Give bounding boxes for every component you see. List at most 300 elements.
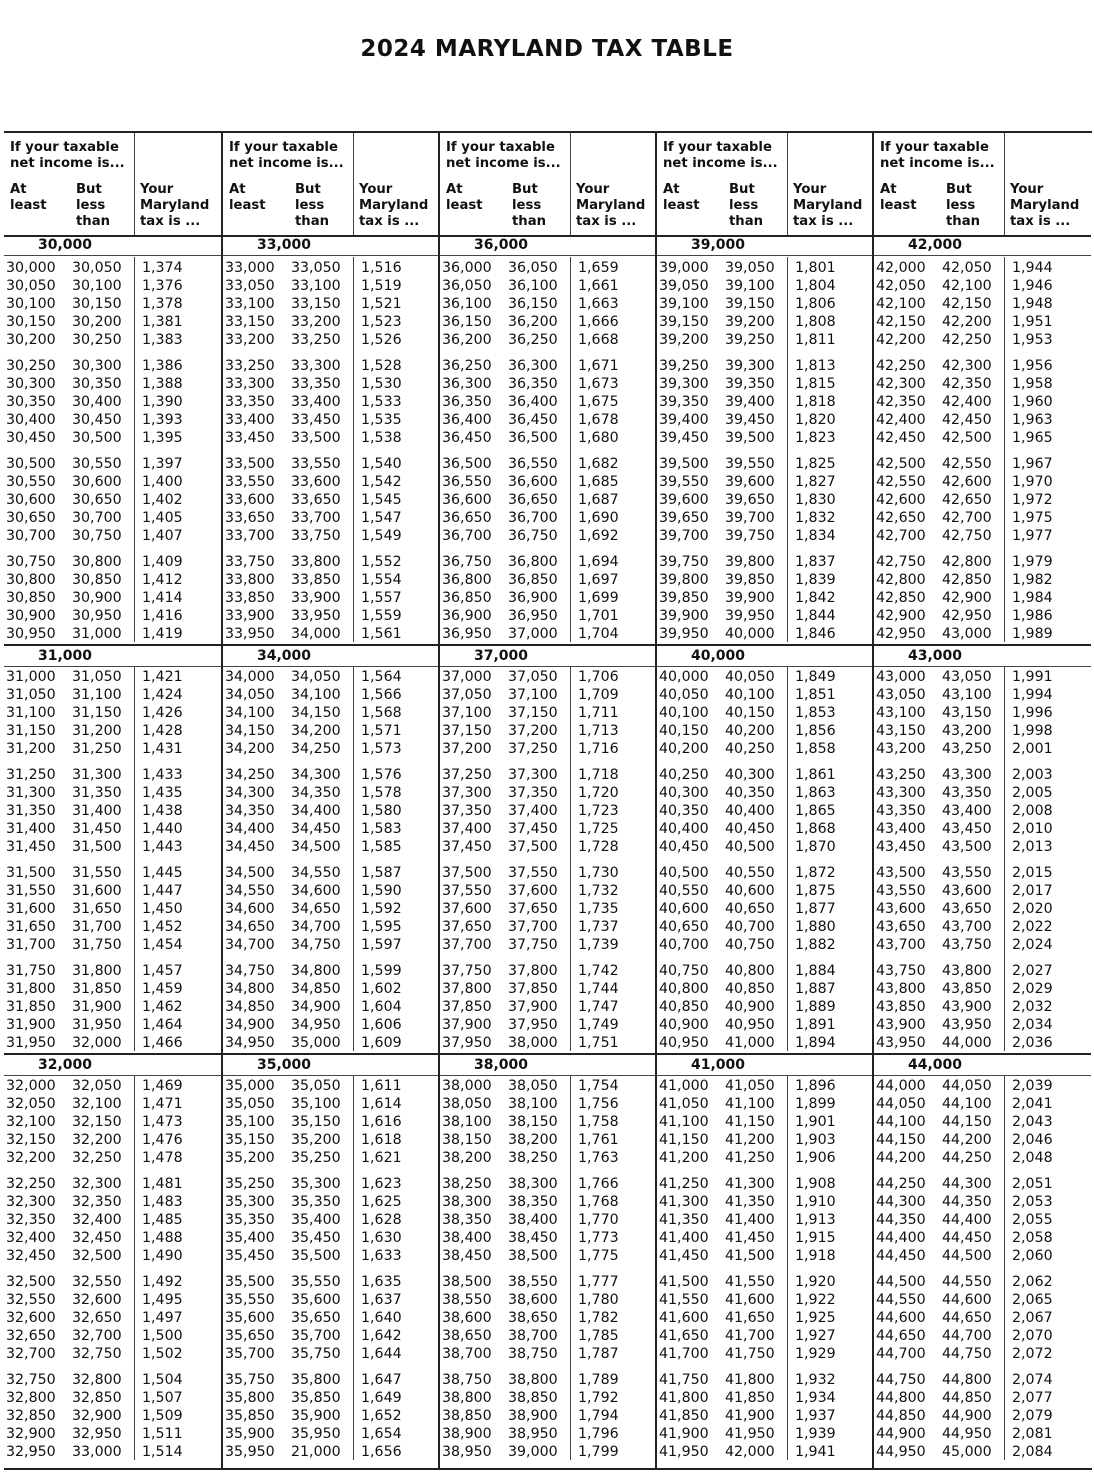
at-least-cell: 32,800: [6, 1390, 56, 1406]
but-less-than-cell: 35,050: [291, 1078, 341, 1094]
but-less-than-cell: 36,700: [508, 510, 558, 526]
but-less-than-cell: 34,700: [291, 919, 341, 935]
but-less-than-cell: 44,950: [942, 1426, 992, 1442]
table-row: [657, 1193, 874, 1211]
at-least-cell: 37,400: [442, 821, 492, 837]
but-less-than-cell: 44,300: [942, 1176, 992, 1192]
but-less-than-cell: 42,800: [942, 554, 992, 570]
but-less-than-cell: 32,700: [72, 1328, 122, 1344]
tax-cell: 1,882: [795, 937, 836, 953]
but-less-than-cell: 34,100: [291, 687, 341, 703]
at-least-cell: 42,550: [876, 474, 926, 490]
at-least-cell: 33,700: [225, 528, 275, 544]
but-less-than-cell: 40,100: [725, 687, 775, 703]
but-less-than-cell: 37,700: [508, 919, 558, 935]
but-less-than-cell: 44,600: [942, 1292, 992, 1308]
table-row: [657, 259, 874, 277]
at-least-cell: 41,450: [659, 1248, 709, 1264]
tax-cell: 1,837: [795, 554, 836, 570]
at-least-cell: 36,100: [442, 296, 492, 312]
at-least-cell: 33,150: [225, 314, 275, 330]
tax-cell: 1,944: [1012, 260, 1053, 276]
tax-cell: 1,913: [795, 1212, 836, 1228]
but-less-than-cell: 30,100: [72, 278, 122, 294]
but-less-than-cell: 30,500: [72, 430, 122, 446]
at-least-cell: 35,300: [225, 1194, 275, 1210]
header-divider: [353, 133, 354, 235]
at-least-cell: 33,850: [225, 590, 275, 606]
tax-cell: 1,863: [795, 785, 836, 801]
tax-cell: 1,535: [361, 412, 402, 428]
table-row: [657, 1273, 874, 1291]
but-less-than-cell: 40,900: [725, 999, 775, 1015]
at-least-cell: 31,150: [6, 723, 56, 739]
table-row: [440, 589, 657, 607]
table-row: [874, 589, 1091, 607]
at-least-cell: 43,400: [876, 821, 926, 837]
tax-cell: 1,910: [795, 1194, 836, 1210]
at-least-cell: 38,500: [442, 1274, 492, 1290]
table-row: [657, 722, 874, 740]
table-row: [223, 625, 440, 643]
table-row: [4, 375, 221, 393]
table-row: [223, 1149, 440, 1167]
table-row: [4, 589, 221, 607]
but-less-than-cell: 34,450: [291, 821, 341, 837]
table-row: [223, 1211, 440, 1229]
at-least-cell: 37,850: [442, 999, 492, 1015]
at-least-cell: 30,050: [6, 278, 56, 294]
table-row: [223, 1425, 440, 1443]
at-least-cell: 33,400: [225, 412, 275, 428]
at-least-cell: 34,450: [225, 839, 275, 855]
table-row: [657, 1291, 874, 1309]
but-less-than-cell: 40,450: [725, 821, 775, 837]
at-least-cell: 41,600: [659, 1310, 709, 1326]
table-row: [874, 936, 1091, 954]
at-least-cell: 42,200: [876, 332, 926, 348]
table-row: [874, 1345, 1091, 1363]
tax-cell: 1,782: [578, 1310, 619, 1326]
tax-cell: 1,706: [578, 669, 619, 685]
tax-cell: 1,604: [361, 999, 402, 1015]
at-least-cell: 42,100: [876, 296, 926, 312]
header-tax: Your Maryland tax is ...: [140, 182, 210, 229]
table-row: [874, 1193, 1091, 1211]
at-least-cell: 35,950: [225, 1444, 275, 1460]
but-less-than-cell: 31,850: [72, 981, 122, 997]
tax-cell: 1,628: [361, 1212, 402, 1228]
at-least-cell: 42,500: [876, 456, 926, 472]
but-less-than-cell: 38,000: [508, 1035, 558, 1051]
table-row: [440, 313, 657, 331]
at-least-cell: 38,200: [442, 1150, 492, 1166]
tax-cell: 1,718: [578, 767, 619, 783]
table-row: [874, 900, 1091, 918]
but-less-than-cell: 37,250: [508, 741, 558, 757]
tax-cell: 1,777: [578, 1274, 619, 1290]
tax-cell: 1,723: [578, 803, 619, 819]
but-less-than-cell: 39,500: [725, 430, 775, 446]
table-row: [874, 455, 1091, 473]
but-less-than-cell: 39,550: [725, 456, 775, 472]
tax-cell: 1,378: [142, 296, 183, 312]
but-less-than-cell: 39,650: [725, 492, 775, 508]
but-less-than-cell: 32,050: [72, 1078, 122, 1094]
at-least-cell: 43,000: [876, 669, 926, 685]
tax-cell: 1,865: [795, 803, 836, 819]
but-less-than-cell: 34,950: [291, 1017, 341, 1033]
tax-cell: 2,043: [1012, 1114, 1053, 1130]
table-row: [4, 553, 221, 571]
table-column: [872, 133, 1091, 1468]
table-row: [440, 411, 657, 429]
at-least-cell: 39,300: [659, 376, 709, 392]
table-row: [440, 473, 657, 491]
table-row: [874, 1034, 1091, 1052]
table-row: [874, 1425, 1091, 1443]
tax-cell: 1,383: [142, 332, 183, 348]
tax-cell: 1,811: [795, 332, 836, 348]
table-row: [440, 1131, 657, 1149]
table-row: [4, 1113, 221, 1131]
table-row: [874, 1371, 1091, 1389]
tax-cell: 1,794: [578, 1408, 619, 1424]
at-least-cell: 37,600: [442, 901, 492, 917]
tax-cell: 1,509: [142, 1408, 183, 1424]
tax-cell: 1,435: [142, 785, 183, 801]
table-row: [874, 357, 1091, 375]
header-divider: [1004, 133, 1005, 235]
tax-cell: 1,642: [361, 1328, 402, 1344]
but-less-than-cell: 35,900: [291, 1408, 341, 1424]
tax-cell: 1,901: [795, 1114, 836, 1130]
at-least-cell: 32,300: [6, 1194, 56, 1210]
tax-cell: 1,751: [578, 1035, 619, 1051]
table-row: [440, 527, 657, 545]
table-row: [4, 1371, 221, 1389]
table-row: [223, 704, 440, 722]
but-less-than-cell: 38,550: [508, 1274, 558, 1290]
tax-cell: 1,744: [578, 981, 619, 997]
tax-cell: 1,844: [795, 608, 836, 624]
but-less-than-cell: 42,600: [942, 474, 992, 490]
tax-cell: 1,490: [142, 1248, 183, 1264]
table-row: [657, 313, 874, 331]
tax-cell: 1,464: [142, 1017, 183, 1033]
tax-cell: 1,701: [578, 608, 619, 624]
at-least-cell: 35,850: [225, 1408, 275, 1424]
but-less-than-cell: 43,200: [942, 723, 992, 739]
tax-cell: 1,932: [795, 1372, 836, 1388]
but-less-than-cell: 41,400: [725, 1212, 775, 1228]
at-least-cell: 33,600: [225, 492, 275, 508]
but-less-than-cell: 34,550: [291, 865, 341, 881]
table-row: [874, 259, 1091, 277]
tax-cell: 1,516: [361, 260, 402, 276]
at-least-cell: 33,300: [225, 376, 275, 392]
but-less-than-cell: 34,900: [291, 999, 341, 1015]
but-less-than-cell: 40,350: [725, 785, 775, 801]
table-row: [657, 1211, 874, 1229]
tax-cell: 1,571: [361, 723, 402, 739]
at-least-cell: 34,850: [225, 999, 275, 1015]
but-less-than-cell: 31,800: [72, 963, 122, 979]
but-less-than-cell: 39,800: [725, 554, 775, 570]
tax-cell: 1,713: [578, 723, 619, 739]
at-least-cell: 38,400: [442, 1230, 492, 1246]
but-less-than-cell: 30,600: [72, 474, 122, 490]
but-less-than-cell: 39,950: [725, 608, 775, 624]
table-row: [223, 455, 440, 473]
but-less-than-cell: 38,650: [508, 1310, 558, 1326]
but-less-than-cell: 31,900: [72, 999, 122, 1015]
but-less-than-cell: 30,250: [72, 332, 122, 348]
tax-cell: 1,808: [795, 314, 836, 330]
tax-cell: 1,894: [795, 1035, 836, 1051]
at-least-cell: 34,400: [225, 821, 275, 837]
but-less-than-cell: 44,350: [942, 1194, 992, 1210]
at-least-cell: 32,950: [6, 1444, 56, 1460]
table-row: [4, 802, 221, 820]
header-at-least: At least: [663, 182, 700, 213]
tax-cell: 1,637: [361, 1292, 402, 1308]
table-row: [4, 1149, 221, 1167]
but-less-than-cell: 43,950: [942, 1017, 992, 1033]
table-row: [440, 375, 657, 393]
tax-cell: 1,737: [578, 919, 619, 935]
but-less-than-cell: 35,500: [291, 1248, 341, 1264]
tax-cell: 1,416: [142, 608, 183, 624]
but-less-than-cell: 38,200: [508, 1132, 558, 1148]
but-less-than-cell: 40,050: [725, 669, 775, 685]
at-least-cell: 31,950: [6, 1035, 56, 1051]
table-row: [223, 936, 440, 954]
tax-cell: 1,400: [142, 474, 183, 490]
tax-cell: 1,927: [795, 1328, 836, 1344]
table-row: [440, 509, 657, 527]
table-row: [874, 1131, 1091, 1149]
but-less-than-cell: 44,800: [942, 1372, 992, 1388]
table-row: [4, 1309, 221, 1327]
at-least-cell: 39,950: [659, 626, 709, 642]
table-row: [874, 1175, 1091, 1193]
tax-cell: 1,796: [578, 1426, 619, 1442]
tax-table: [4, 131, 1092, 1470]
tax-cell: 1,500: [142, 1328, 183, 1344]
but-less-than-cell: 31,600: [72, 883, 122, 899]
table-row: [874, 625, 1091, 643]
tax-cell: 1,687: [578, 492, 619, 508]
at-least-cell: 31,600: [6, 901, 56, 917]
at-least-cell: 35,450: [225, 1248, 275, 1264]
tax-cell: 1,466: [142, 1035, 183, 1051]
table-row: [874, 313, 1091, 331]
but-less-than-cell: 43,400: [942, 803, 992, 819]
but-less-than-cell: 33,650: [291, 492, 341, 508]
at-least-cell: 38,100: [442, 1114, 492, 1130]
at-least-cell: 30,650: [6, 510, 56, 526]
at-least-cell: 33,750: [225, 554, 275, 570]
but-less-than-cell: 33,000: [72, 1444, 122, 1460]
but-less-than-cell: 31,950: [72, 1017, 122, 1033]
tax-cell: 1,533: [361, 394, 402, 410]
but-less-than-cell: 36,050: [508, 260, 558, 276]
at-least-cell: 32,250: [6, 1176, 56, 1192]
but-less-than-cell: 40,550: [725, 865, 775, 881]
table-row: [874, 722, 1091, 740]
at-least-cell: 31,750: [6, 963, 56, 979]
but-less-than-cell: 37,850: [508, 981, 558, 997]
but-less-than-cell: 42,500: [942, 430, 992, 446]
tax-cell: 1,773: [578, 1230, 619, 1246]
but-less-than-cell: 42,550: [942, 456, 992, 472]
but-less-than-cell: 39,300: [725, 358, 775, 374]
tax-cell: 1,899: [795, 1096, 836, 1112]
but-less-than-cell: 43,450: [942, 821, 992, 837]
table-row: [874, 331, 1091, 349]
at-least-cell: 32,150: [6, 1132, 56, 1148]
tax-cell: 1,671: [578, 358, 619, 374]
tax-cell: 1,697: [578, 572, 619, 588]
at-least-cell: 30,250: [6, 358, 56, 374]
tax-cell: 1,614: [361, 1096, 402, 1112]
at-least-cell: 40,950: [659, 1035, 709, 1051]
but-less-than-cell: 41,100: [725, 1096, 775, 1112]
at-least-cell: 39,700: [659, 528, 709, 544]
but-less-than-cell: 39,200: [725, 314, 775, 330]
table-row: [440, 571, 657, 589]
at-least-cell: 36,550: [442, 474, 492, 490]
at-least-cell: 39,650: [659, 510, 709, 526]
at-least-cell: 44,300: [876, 1194, 926, 1210]
table-row: [874, 668, 1091, 686]
tax-cell: 2,010: [1012, 821, 1053, 837]
tax-cell: 1,592: [361, 901, 402, 917]
at-least-cell: 41,300: [659, 1194, 709, 1210]
table-row: [4, 491, 221, 509]
tax-cell: 2,055: [1012, 1212, 1053, 1228]
but-less-than-cell: 38,600: [508, 1292, 558, 1308]
tax-cell: 1,647: [361, 1372, 402, 1388]
but-less-than-cell: 37,650: [508, 901, 558, 917]
tax-cell: 2,015: [1012, 865, 1053, 881]
tax-cell: 1,386: [142, 358, 183, 374]
table-row: [223, 393, 440, 411]
header-but-less-than: But less than: [729, 182, 763, 229]
at-least-cell: 30,500: [6, 456, 56, 472]
but-less-than-cell: 36,300: [508, 358, 558, 374]
table-row: [874, 277, 1091, 295]
tax-cell: 1,851: [795, 687, 836, 703]
header-but-less-than: But less than: [76, 182, 110, 229]
but-less-than-cell: 44,100: [942, 1096, 992, 1112]
at-least-cell: 35,550: [225, 1292, 275, 1308]
group-heading: [874, 644, 1091, 667]
tax-cell: 1,559: [361, 608, 402, 624]
table-row: [223, 740, 440, 758]
table-row: [440, 607, 657, 625]
at-least-cell: 38,450: [442, 1248, 492, 1264]
tax-cell: 1,554: [361, 572, 402, 588]
tax-cell: 1,870: [795, 839, 836, 855]
table-row: [874, 998, 1091, 1016]
table-row: [223, 357, 440, 375]
at-least-cell: 35,750: [225, 1372, 275, 1388]
tax-cell: 1,770: [578, 1212, 619, 1228]
at-least-cell: 38,850: [442, 1408, 492, 1424]
at-least-cell: 37,050: [442, 687, 492, 703]
tax-cell: 1,925: [795, 1310, 836, 1326]
at-least-cell: 39,400: [659, 412, 709, 428]
at-least-cell: 31,100: [6, 705, 56, 721]
but-less-than-cell: 35,950: [291, 1426, 341, 1442]
but-less-than-cell: 38,350: [508, 1194, 558, 1210]
table-row: [223, 918, 440, 936]
at-least-cell: 38,350: [442, 1212, 492, 1228]
group-heading: [874, 1053, 1091, 1076]
tax-cell: 1,521: [361, 296, 402, 312]
table-row: [657, 429, 874, 447]
but-less-than-cell: 41,800: [725, 1372, 775, 1388]
tax-cell: 1,872: [795, 865, 836, 881]
at-least-cell: 30,900: [6, 608, 56, 624]
tax-cell: 1,768: [578, 1194, 619, 1210]
at-least-cell: 37,750: [442, 963, 492, 979]
at-least-cell: 38,050: [442, 1096, 492, 1112]
at-least-cell: 31,850: [6, 999, 56, 1015]
at-least-cell: 30,150: [6, 314, 56, 330]
at-least-cell: 40,550: [659, 883, 709, 899]
table-row: [223, 980, 440, 998]
tax-cell: 1,732: [578, 883, 619, 899]
at-least-cell: 35,250: [225, 1176, 275, 1192]
but-less-than-cell: 38,050: [508, 1078, 558, 1094]
table-row: [4, 1131, 221, 1149]
at-least-cell: 35,650: [225, 1328, 275, 1344]
at-least-cell: 34,100: [225, 705, 275, 721]
tax-cell: 1,915: [795, 1230, 836, 1246]
group-heading-label: 39,000: [691, 237, 746, 253]
tax-cell: 1,540: [361, 456, 402, 472]
at-least-cell: 38,900: [442, 1426, 492, 1442]
but-less-than-cell: 36,350: [508, 376, 558, 392]
tax-cell: 2,053: [1012, 1194, 1053, 1210]
but-less-than-cell: 42,650: [942, 492, 992, 508]
at-least-cell: 40,050: [659, 687, 709, 703]
but-less-than-cell: 32,950: [72, 1426, 122, 1442]
table-row: [657, 740, 874, 758]
column-header: [874, 133, 1091, 237]
tax-cell: 1,908: [795, 1176, 836, 1192]
tax-cell: 1,514: [142, 1444, 183, 1460]
tax-cell: 1,397: [142, 456, 183, 472]
table-row: [657, 882, 874, 900]
header-intro: If your taxable net income is...: [229, 140, 344, 171]
but-less-than-cell: 37,300: [508, 767, 558, 783]
tax-cell: 2,003: [1012, 767, 1053, 783]
tax-cell: 2,060: [1012, 1248, 1053, 1264]
at-least-cell: 31,200: [6, 741, 56, 757]
at-least-cell: 30,300: [6, 376, 56, 392]
at-least-cell: 31,050: [6, 687, 56, 703]
table-row: [440, 1389, 657, 1407]
tax-cell: 1,542: [361, 474, 402, 490]
tax-cell: 1,820: [795, 412, 836, 428]
at-least-cell: 43,100: [876, 705, 926, 721]
but-less-than-cell: 44,150: [942, 1114, 992, 1130]
tax-cell: 1,471: [142, 1096, 183, 1112]
